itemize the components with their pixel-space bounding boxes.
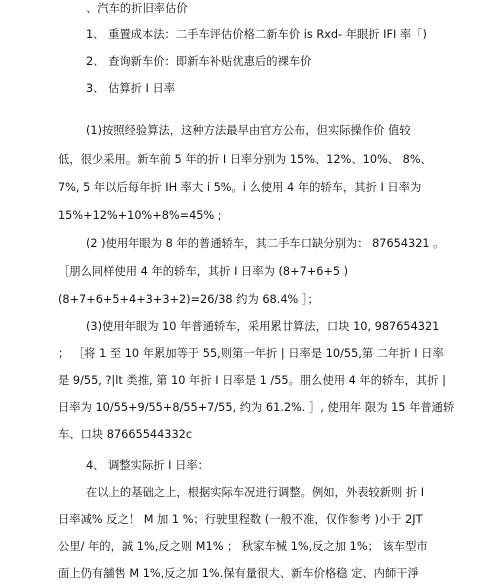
item-1: 1、 重置成本法：二手车评估价格二新车价 is Rxd- 年眼折 IFI 率「) — [86, 28, 427, 41]
paragraph-line: 日率减% 反之！ M 加 1 %；行驶里程数 (一般不准，仅作参考 )小于 2JT — [58, 513, 423, 526]
paragraph-line: 低，很少采用。新车前 5 年的折 I 日率分别为 15%、12%、10%、 8%、 — [58, 153, 432, 166]
paragraph-line: (2 )使用年眼为 8 年的普通轿车，其二手车口缺分别为： 87654321 。 — [86, 237, 445, 250]
item-4: 4、 调整实际折 I 日率： — [86, 459, 209, 472]
paragraph-line: 是 9/55, ?|lt 类推, 第 10 年折 I 日率是 1 /55。朋么使用 4 年的轿车，其折 | — [58, 374, 446, 387]
paragraph-line: (3)使用年眼为 10 年普通轿车，采用累廿算法，口块 10, 987654321 — [86, 320, 440, 333]
paragraph-line: 7%, 5 年以后每年折 IH 率大 i 5%。i 么使用 4 年的轿车，其折 I 日率为 — [58, 181, 422, 194]
item-3: 3、 估算折 I 日率 — [86, 82, 176, 95]
paragraph-line: 公里/ 年的，誠 1%,反之则 M1% ； 秋家车械 1%,反之加 1%； 该车型市 — [58, 540, 428, 553]
paragraph-line: ［朋么同样使用 4 年的轿车，其折 I 日率为 (8+7+6+5 ) — [58, 265, 349, 278]
paragraph-line: 15%+12%+10%+8%=45% ; — [58, 209, 222, 222]
item-2: 2、 查询新车价：即新车补贴优惠后的裸车价 — [86, 55, 312, 68]
paragraph-line: (8+7+6+5+4+3+3+2)=26/38 约为 68.4% ］； — [58, 293, 319, 306]
doc-title: 、汽车的折旧率估价 — [86, 2, 188, 15]
paragraph-line: 日率为 10/55+9/55+8/55+7/55, 约为 61.2%. ］, 使用年 限为 15 年普通轿 — [58, 401, 455, 414]
paragraph-line: 车、口块 87665544332c — [58, 428, 193, 441]
paragraph-line: 面上仍有舖售 M 1%,反之加 1%.保有量很大、新车价格稳 定、内師干淨 — [58, 567, 419, 580]
paragraph-line: ； ［将 1 至 10 年累加等于 55,则第一年折 | 日率是 10/55,第 二年折 I 日率 — [58, 347, 444, 360]
paragraph-line: (1)按照经验算法，这种方法最早由官方公布，但实际操作价 值较 — [86, 124, 411, 137]
paragraph-line: 在以上的基础之上，根据实际车况进行调整。例如，外表较新则 折 I — [86, 486, 425, 499]
